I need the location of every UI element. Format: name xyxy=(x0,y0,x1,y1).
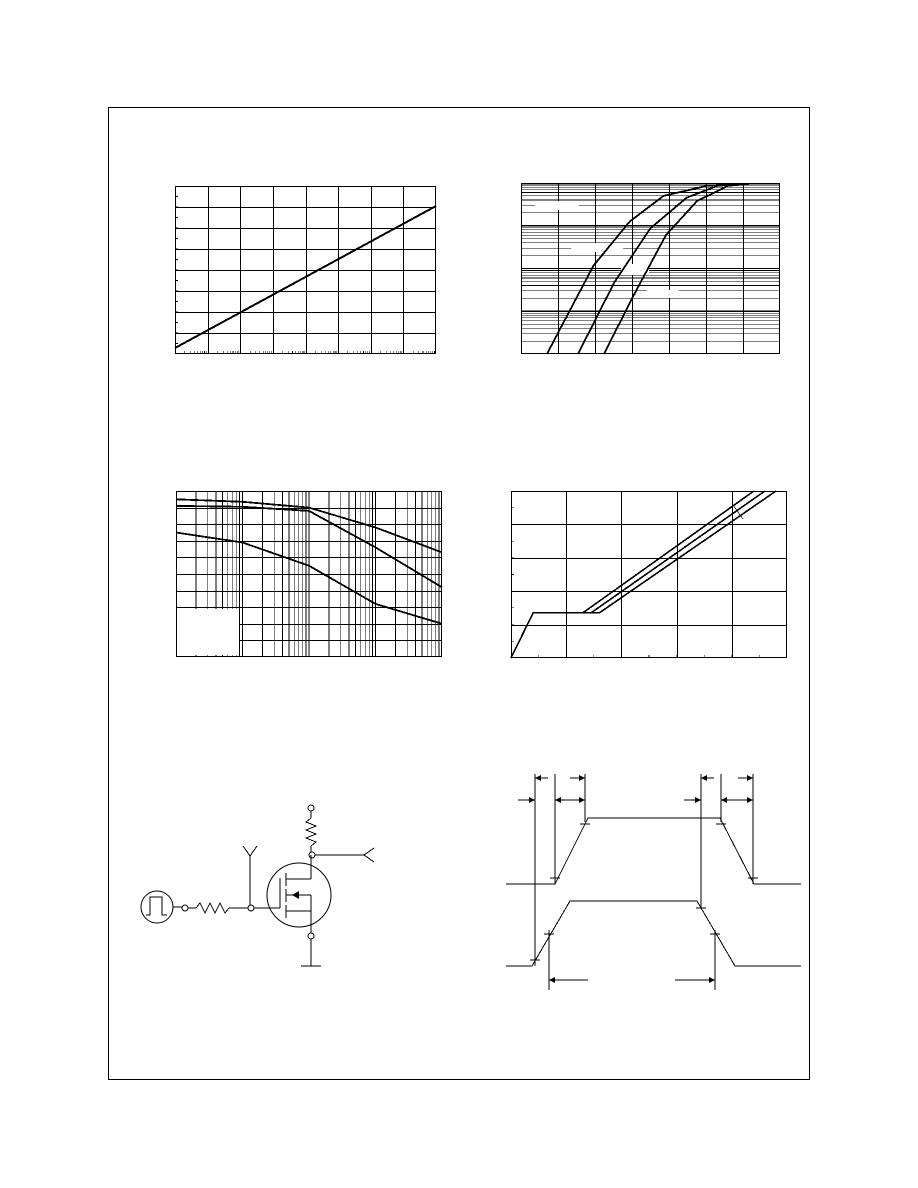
output-waveform xyxy=(506,818,801,884)
